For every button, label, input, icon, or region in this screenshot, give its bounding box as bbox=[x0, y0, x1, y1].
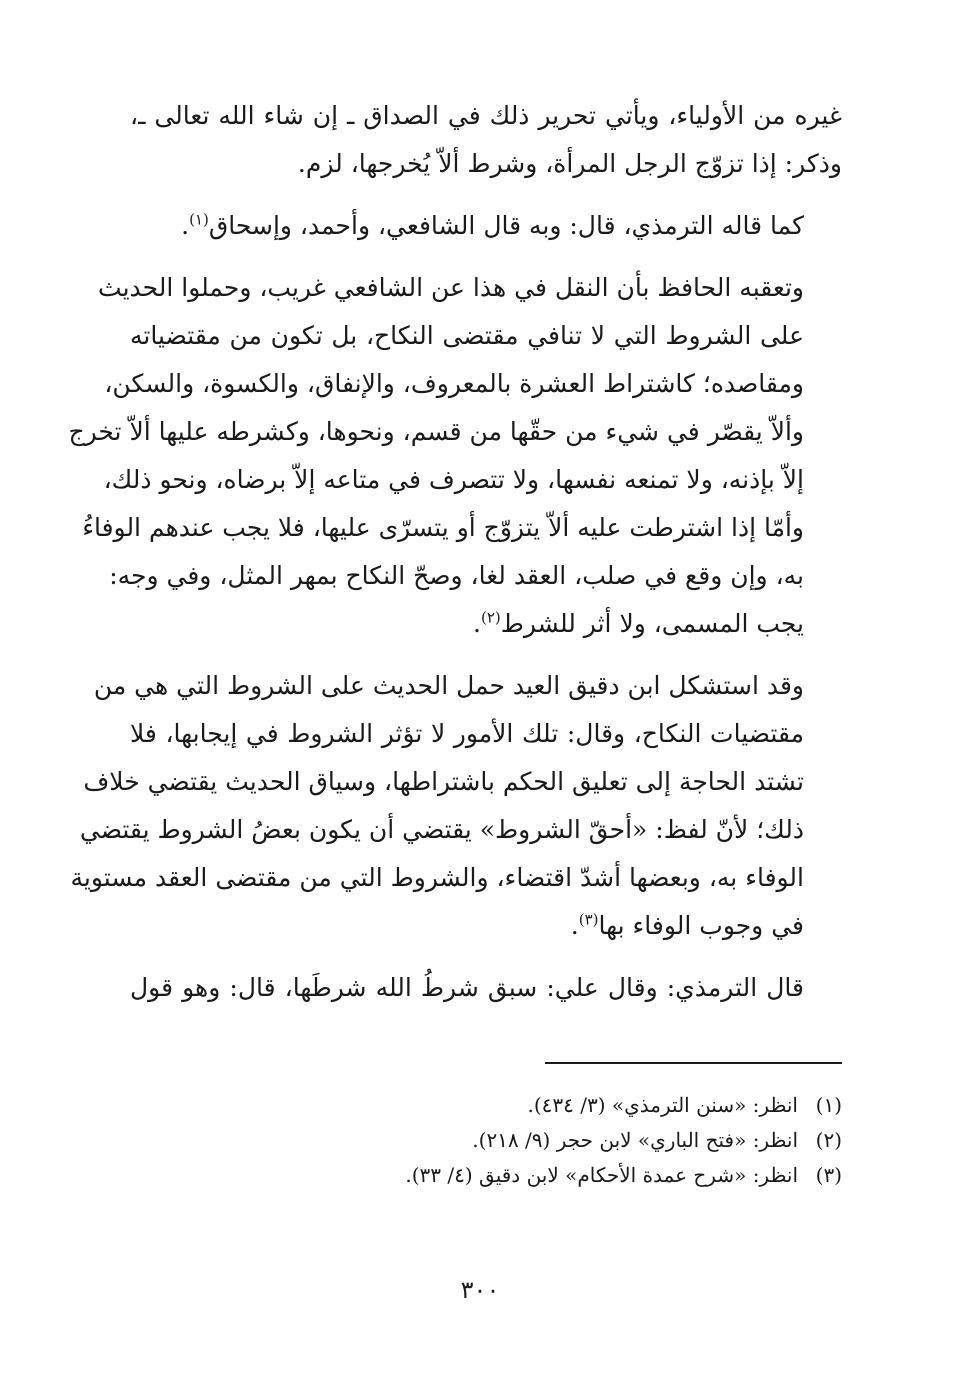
footnote-number: (٣) bbox=[815, 1163, 842, 1187]
text-line: ومقاصده؛ كاشتراط العشرة بالمعروف، والإنفاق، والكسوة، والسكن، bbox=[104, 369, 804, 398]
text-line: وقد استشكل ابن دقيق العيد حمل الحديث على الشروط التي هي من bbox=[93, 671, 804, 700]
paragraph-4 bbox=[70, 662, 842, 950]
line-text: في وجوب الوفاء بها bbox=[598, 911, 804, 940]
footnote-item bbox=[300, 1158, 842, 1193]
text-line: الوفاء به، وبعضها أشدّ اقتضاء، والشروط التي من مقتضى العقد مستوية bbox=[70, 863, 804, 892]
line-text: كما قاله الترمذي، قال: وبه قال الشافعي، وأحمد، وإسحاق bbox=[208, 211, 804, 240]
footnote-item bbox=[300, 1088, 842, 1123]
line-tail: . bbox=[570, 911, 579, 940]
text-line: غيره من الأولياء، ويأتي تحرير ذلك في الصداق ـ إن شاء الله تعالى ـ، bbox=[130, 101, 842, 130]
text-line: على الشروط التي لا تنافي مقتضى النكاح، بل تكون من مقتضياته bbox=[130, 321, 804, 350]
paragraph-2 bbox=[130, 202, 842, 250]
footnote-number: (٢) bbox=[815, 1128, 842, 1152]
page-number: ٣٠٠ bbox=[460, 1276, 500, 1304]
text-line: تشتد الحاجة إلى تعليق الحكم باشتراطها، وسياق الحديث يقتضي خلاف bbox=[83, 767, 804, 796]
text-line bbox=[130, 202, 842, 250]
text-line: وتعقبه الحافظ بأن النقل في هذا عن الشافعي غريب، وحملوا الحديث bbox=[98, 273, 804, 302]
footnote-ref[interactable]: (٣) bbox=[578, 910, 599, 929]
line-tail: . bbox=[473, 609, 481, 638]
footnote-ref[interactable]: (١) bbox=[189, 210, 209, 229]
paragraph-1 bbox=[130, 92, 842, 188]
footnote-item bbox=[300, 1123, 842, 1158]
footnotes bbox=[300, 1088, 842, 1193]
paragraph-5 bbox=[130, 964, 842, 1012]
footnote-text: انظر: «سنن الترمذي» (٣/ ٤٣٤). bbox=[527, 1093, 798, 1117]
text-line: ذلك؛ لأنّ لفظ: «أحقّ الشروط» يقتضي أن يكون بعضُ الشروط يقتضي bbox=[79, 815, 804, 844]
text-line: وذكر: إذا تزوّج الرجل المرأة، وشرط ألاّ يُخرجها، لزم. bbox=[297, 149, 842, 178]
line-text: يجب المسمى، ولا أثر للشرط bbox=[500, 609, 804, 638]
text-line: وألاّ يقصّر في شيء من حقّها من قسم، ونحوها، وكشرطه عليها ألاّ تخرج bbox=[68, 417, 804, 446]
footnote-ref[interactable]: (٢) bbox=[480, 608, 501, 627]
footnote-divider bbox=[545, 1062, 842, 1064]
paragraph-3 bbox=[68, 264, 842, 648]
text-line: وأمّا إذا اشترطت عليه ألاّ يتزوّج أو يتسرّى عليها، فلا يجب عندهم الوفاءُ bbox=[82, 513, 804, 542]
text-line: إلاّ بإذنه، ولا تمنعه نفسها، ولا تتصرف في متاعه إلاّ برضاه، ونحو ذلك، bbox=[103, 465, 804, 494]
text-line: قال الترمذي: وقال علي: سبق شرطُ الله شرطَها، قال: وهو قول bbox=[130, 973, 804, 1002]
main-text bbox=[68, 92, 842, 1026]
text-line: به، وإن وقع في صلب، العقد لغا، وصحّ النكاح بمهر المثل، وفي وجه: bbox=[109, 561, 804, 590]
footnote-text: انظر: «فتح الباري» لابن حجر (٩/ ٢١٨). bbox=[472, 1128, 798, 1152]
line-tail: . bbox=[181, 211, 190, 240]
footnote-number: (١) bbox=[815, 1093, 842, 1117]
text-line: مقتضيات النكاح، وقال: تلك الأمور لا تؤثر الشروط في إيجابها، فلا bbox=[130, 719, 804, 748]
footnote-text: انظر: «شرح عمدة الأحكام» لابن دقيق (٤/ ٣٣). bbox=[405, 1163, 798, 1187]
text-line bbox=[130, 902, 842, 950]
text-line bbox=[130, 600, 842, 648]
